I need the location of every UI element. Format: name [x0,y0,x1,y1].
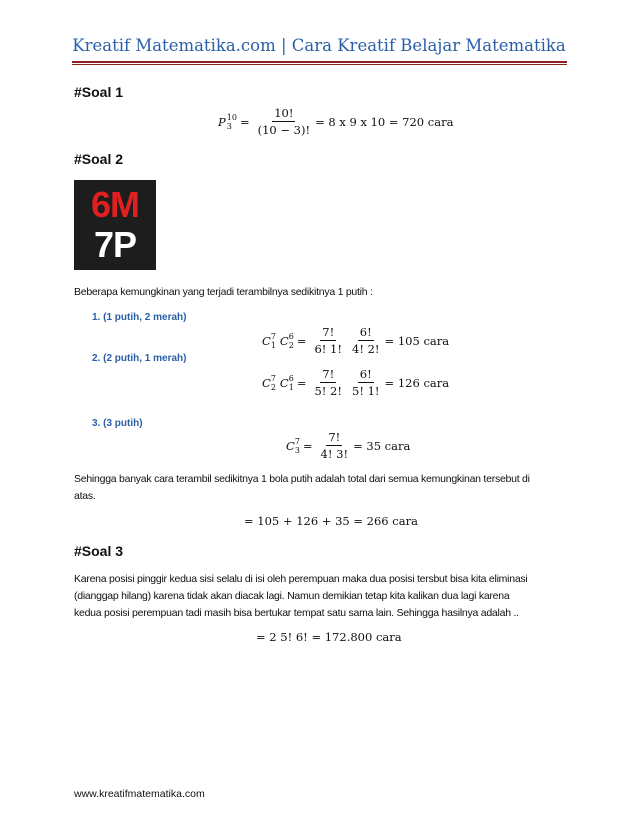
soal3-paragraph-line3: kedua posisi perempuan tadi masih bisa bertukar tempat satu sama lain. Sehingga hasilnya adalah .. [74,607,519,619]
soal3-heading: #Soal 3 [74,543,124,559]
page-header-title: Kreatif Matematika.com | Cara Kreatif Belajar Matematika [72,36,566,55]
case-1-label: 1. (1 putih, 2 merah) [92,312,187,323]
soal1-equation: P 10 3 = $\frac{10!}{(10 - 3)!}$ = 8 x 9 x 10 = 720 cara [218,106,454,137]
soal3-paragraph-line2: (dianggap hilang) karena tidak akan diacak lagi. Namun demikian tetap kita kalikan dua lagi karena [74,590,510,602]
soal2-conclusion-line1: Sehingga banyak cara terambil sedikitnya 1 bola putih adalah total dari semua kemungkinan tersebut di [74,473,530,485]
soal3-result: = 2 5! 6! = 172.800 cara [256,630,402,644]
perm-symbol: P [218,114,226,129]
soal1-result: = 8 x 9 x 10 = 720 cara [315,114,454,129]
header-rule-thin [72,64,567,65]
case-2-result: = 126 cara [384,375,450,390]
case-2-equation: C 7 2 C 6 1 = $\frac{7!}{5! 2!}$ $\frac{6!}{5! 1!}$ = 126 cara [262,367,450,398]
soal2-heading: #Soal 2 [74,151,124,167]
soal2-total: = 105 + 126 + 35 = 266 cara [244,514,418,528]
soal3-paragraph-line1: Karena posisi pinggir kedua sisi selalu di isi oleh perempuan maka dua posisi tersbut bisa kita eliminasi [74,573,528,585]
case-3-result: = 35 cara [353,438,411,453]
header-rule [72,61,567,63]
case-1-result: = 105 cara [384,333,450,348]
logo-line-7p: 7P [93,224,137,265]
perm-sup: 10 [226,112,237,122]
case-2-label: 2. (2 putih, 1 merah) [92,353,187,364]
footer-url: www.kreatifmatematika.com [74,788,205,800]
soal1-fraction: $\frac{10!}{(10 - 3)!}$ [257,106,311,137]
case-1-equation: C 7 1 C 6 2 = $\frac{7!}{6! 1!}$ $\frac{6!}{4! 2!}$ = 105 cara [262,325,450,356]
soal1-heading: #Soal 1 [74,84,124,100]
6m7p-logo [74,180,156,270]
soal2-conclusion-line2: atas. [74,490,96,502]
perm-sub: 3 [226,121,232,131]
logo-line-6m: 6M [90,184,139,225]
case-3-equation: C 7 3 = $\frac{7!}{4! 3!}$ = 35 cara [286,430,411,461]
soal2-intro: Beberapa kemungkinan yang terjadi terambilnya sedikitnya 1 putih : [74,286,373,298]
case-3-label: 3. (3 putih) [92,418,143,429]
